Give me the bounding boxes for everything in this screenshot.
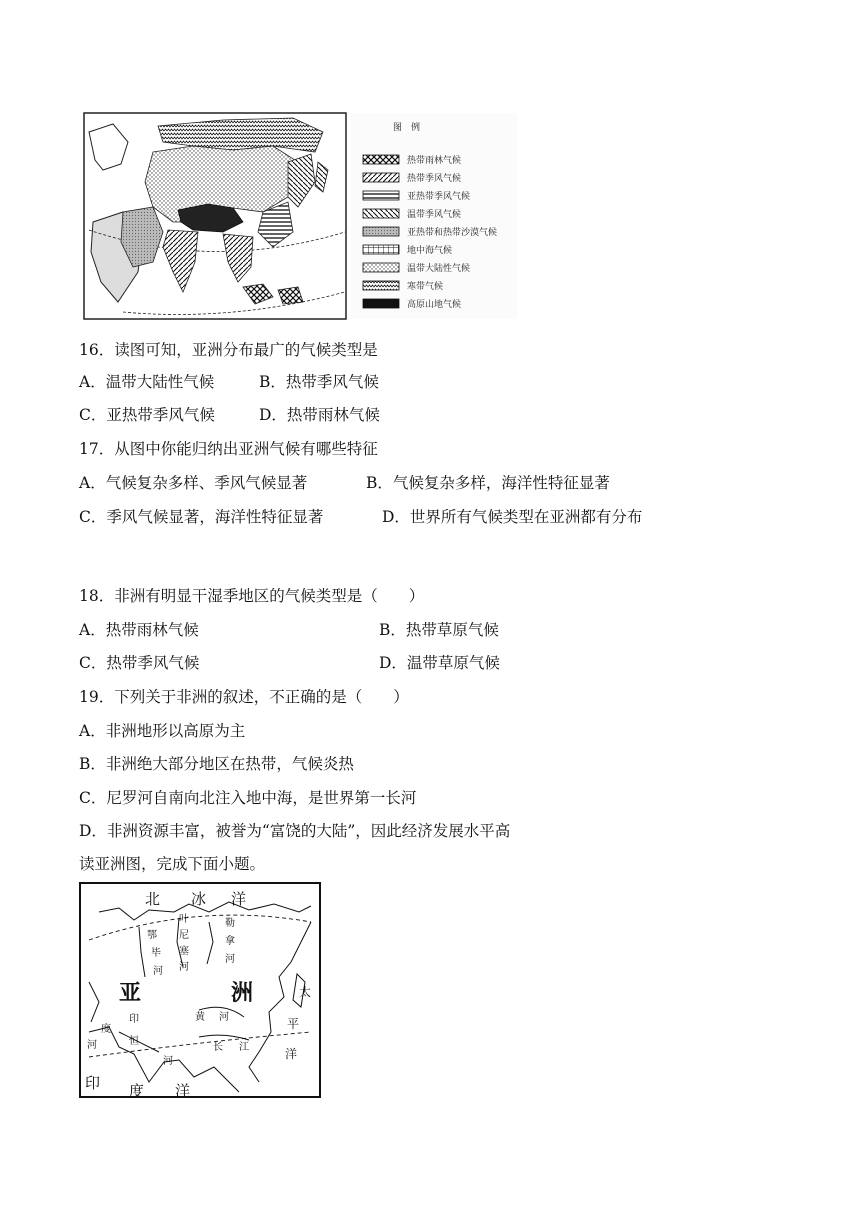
question-16-option-b: B．热带季风气候 xyxy=(259,373,379,391)
label-du: 度 xyxy=(101,1024,111,1035)
legend-label: 热带雨林气候 xyxy=(407,156,462,166)
legend-item-4 xyxy=(363,208,461,220)
legend-title: 图 例 xyxy=(393,123,421,133)
label-bi: 毕 xyxy=(151,948,161,959)
legend-label: 温带大陆性气候 xyxy=(407,264,471,274)
label-he6: 河 xyxy=(163,1056,173,1067)
asia-climate-map xyxy=(83,112,519,322)
question-18-option-b: B．热带草原气候 xyxy=(379,621,499,639)
legend-label: 温带季风气候 xyxy=(407,210,462,220)
label-ocean1: 洋 xyxy=(231,890,247,908)
label-yin2: 印 xyxy=(85,1074,101,1092)
label-ya: 亚 xyxy=(119,980,142,1006)
question-19-option-a: A．非洲地形以高原为主 xyxy=(79,722,246,740)
legend-label: 亚热带季风气候 xyxy=(407,192,471,202)
legend-label: 地中海气候 xyxy=(407,246,453,256)
legend-label: 热带季风气候 xyxy=(407,174,462,184)
legend-label: 亚热带和热带沙漠气候 xyxy=(407,228,498,238)
asia-rivers-map xyxy=(79,882,321,1098)
label-sai: 塞 xyxy=(179,946,189,957)
label-zhou: 洲 xyxy=(231,980,254,1006)
question-18-option-d: D．温带草原气候 xyxy=(379,654,500,672)
legend-item-1 xyxy=(363,154,461,166)
label-he5: 河 xyxy=(87,1040,97,1051)
question-16-option-d: D．热带雨林气候 xyxy=(259,406,380,424)
question-19-option-b: B．非洲绝大部分地区在热带，气候炎热 xyxy=(79,755,354,773)
question-18-option-c: C．热带季风气候 xyxy=(79,654,200,672)
label-yang3: 洋 xyxy=(175,1082,191,1098)
label-na: 拿 xyxy=(225,936,235,947)
label-ni: 尼 xyxy=(179,930,189,941)
question-16-stem: 16．读图可知，亚洲分布最广的气候类型是 xyxy=(79,341,378,359)
label-heng: 恒 xyxy=(129,1036,139,1047)
question-19-stem: 19．下列关于非洲的叙述，不正确的是（ ） xyxy=(79,688,409,706)
label-yin: 印 xyxy=(129,1014,139,1025)
legend-label: 高原山地气候 xyxy=(407,300,462,310)
label-north: 北 xyxy=(145,890,161,908)
question-17-option-a: A．气候复杂多样、季风气候显著 xyxy=(79,474,308,492)
label-he1: 河 xyxy=(179,962,189,973)
label-e: 鄂 xyxy=(147,930,157,941)
label-he2: 河 xyxy=(153,966,163,977)
question-16-option-a: A．温带大陆性气候 xyxy=(79,373,215,391)
label-jiang: 江 xyxy=(239,1042,249,1053)
legend-item-7 xyxy=(363,262,470,274)
label-huang: 黄 xyxy=(195,1012,205,1023)
question-18-option-a: A．热带雨林气候 xyxy=(79,621,199,639)
legend-item-6 xyxy=(363,244,452,256)
question-17-option-b: B．气候复杂多样，海洋性特征显著 xyxy=(366,474,610,492)
label-le: 勒 xyxy=(225,918,235,929)
question-17-option-c: C．季风气候显著，海洋性特征显著 xyxy=(79,508,324,526)
label-ping: 平 xyxy=(287,1017,300,1031)
reading-prompt: 读亚洲图，完成下面小题。 xyxy=(79,855,266,873)
legend-item-2 xyxy=(363,172,461,184)
legend-item-5 xyxy=(363,226,497,238)
label-ye: 叶 xyxy=(179,914,189,925)
question-19-option-c: C．尼罗河自南向北注入地中海，是世界第一长河 xyxy=(79,789,417,807)
label-he3: 河 xyxy=(225,954,235,965)
label-chang: 长 xyxy=(213,1042,223,1053)
question-17-option-d: D．世界所有气候类型在亚洲都有分布 xyxy=(382,508,643,526)
legend-label: 寒带气候 xyxy=(407,282,444,292)
label-yang2: 洋 xyxy=(285,1047,298,1061)
label-tai: 太 xyxy=(299,985,312,999)
legend-item-3 xyxy=(363,190,470,202)
label-du2: 度 xyxy=(129,1082,145,1098)
label-he4: 河 xyxy=(219,1012,229,1023)
legend-item-9 xyxy=(363,298,461,310)
question-17-stem: 17．从图中你能归纳出亚洲气候有哪些特征 xyxy=(79,440,378,458)
question-16-option-c: C．亚热带季风气候 xyxy=(79,406,215,424)
question-18-stem: 18．非洲有明显干湿季地区的气候类型是（ ） xyxy=(79,587,425,605)
label-ice: 冰 xyxy=(191,890,207,908)
question-19-option-d: D．非洲资源丰富，被誉为“富饶的大陆”，因此经济发展水平高 xyxy=(79,822,511,840)
